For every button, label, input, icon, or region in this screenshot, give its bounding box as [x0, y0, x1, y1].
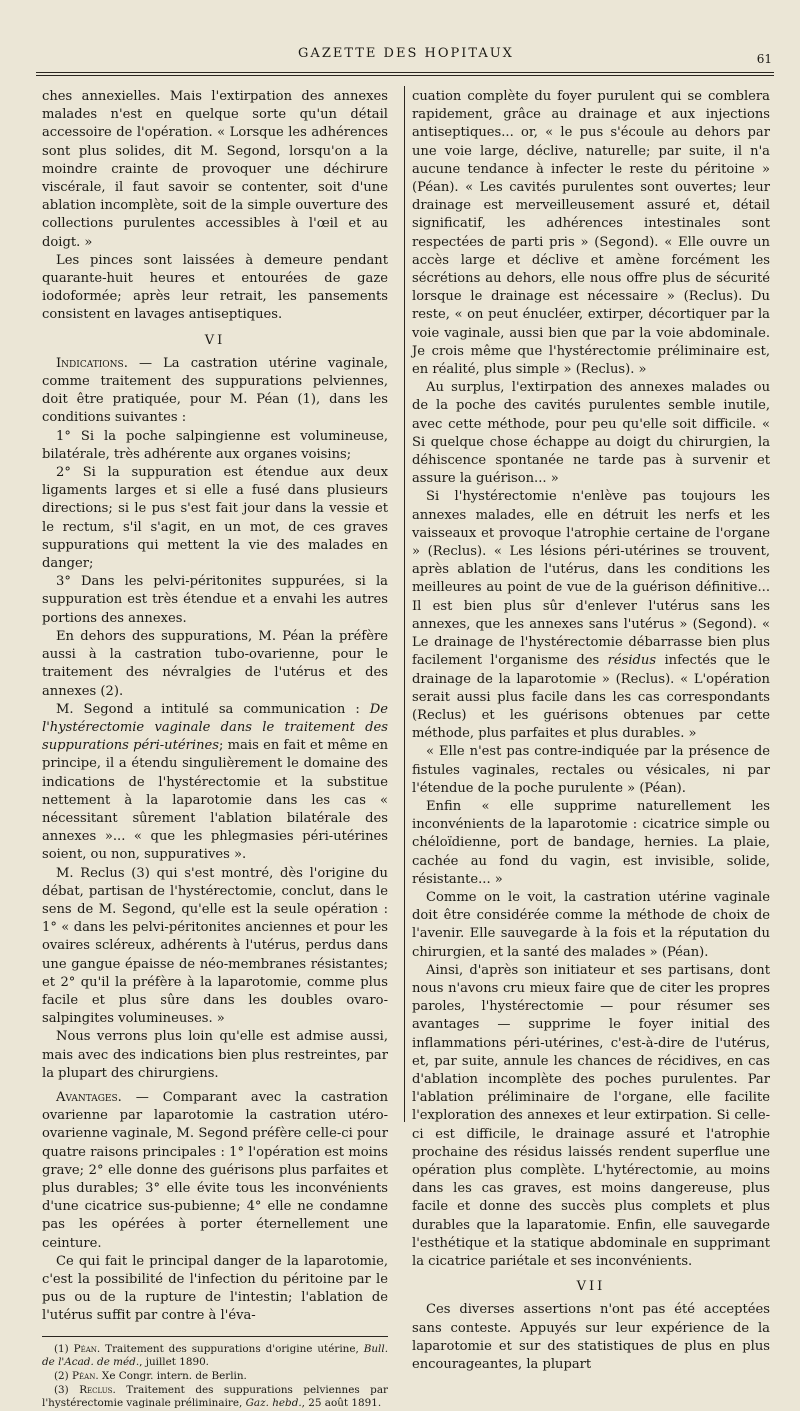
paragraph: Comme on le voit, la castration utérine vaginale doit être considérée comme la méthode de choix de l'avenir. Elle sauvegarde à la fois et la réputation du chirurgien, et la santé des malades » (Péan).	[412, 889, 770, 960]
section-heading: VI	[204, 332, 226, 348]
header-rule	[36, 72, 774, 73]
list-item: 3° Dans les pelvi-péritonites suppurées, si la suppuration est très étendue et a envahi les autres portions des annexes.	[42, 574, 388, 626]
paragraph: Ces diverses assertions n'ont pas été acceptées sans conteste. Appuyés sur leur expérience de la laparotomie et sur des statistiques de plus en plus encourageantes, la plupart	[412, 1302, 770, 1373]
footnote-number: (2)	[54, 1369, 73, 1382]
paragraph: ches annexielles. Mais l'extirpation des annexes malades n'est en quelque sorte qu'un détail accessoire de l'opération. « Lorsque les adhérences sont plus solides, dit M. Segond, lorsqu'on a la moindre crainte de provoquer une déchirure viscérale, il faut savoir se contenter, soit d'une ablation incomplète, soit de la simple ouverture des collections purulentes accessibles à l'œil et au doigt. »	[42, 89, 388, 250]
footnote	[42, 1384, 388, 1410]
run-in-heading: Avantages.	[56, 1089, 122, 1105]
paragraph-text: infectés que le drainage de la laparotomie » (Reclus). « L'opération serait aussi plus facile dans les cas correspondants (Reclus) et les guérisons obtenues par cette méthode, plus parfaites et plus durables. »	[412, 653, 770, 742]
footnote-author: Péan.	[73, 1342, 101, 1355]
page-masthead: GAZETTE DES HOPITAUX	[298, 46, 514, 61]
footnote-text: , juillet 1890.	[139, 1355, 209, 1368]
footnote-number: (1)	[54, 1342, 74, 1355]
page-number: 61	[756, 52, 772, 66]
footnote-source: Gaz. hebd.	[245, 1396, 302, 1409]
paragraph: Nous verrons plus loin qu'elle est admise aussi, mais avec des indications bien plus restreintes, par la plupart des chirurgiens.	[42, 1029, 388, 1081]
footnote	[42, 1370, 388, 1383]
footnote-text: Traitement des suppurations pelviennes par l'hystérectomie vaginale préliminaire,	[42, 1383, 388, 1409]
paragraph: Ainsi, d'après son initiateur et ses partisans, dont nous n'avons cru mieux faire que de citer les propres paroles, l'hystérectomie — pour résumer ses avantages — supprime le foyer initial des inflammations péri-utérines, c'est-à-dire de l'utérus, et, par suite, annule les chances de récidives, en cas d'ablation incomplète des poches purulentes. Par l'ablation préliminaire de l'organe, elle facilite l'exploration des annexes et leur extirpation. Si celle-ci est difficile, le drainage assuré et l'atrophie prochaine des résidus laissés rendent superflue une opération plus complète. L'hytérectomie, au moins dans les cas graves, est moins dangereuse, plus facile et donne des succès plus complets et plus durables que la laparatomie. Enfin, elle sauvegarde l'esthétique et la statique abdominale en supprimant la cicatrice pariétale et ses inconvénients.	[412, 962, 770, 1269]
italic-title: De l'hystérectomie vaginale dans le traitement des suppurations péri-utérines	[42, 701, 388, 754]
run-in-heading: Indications.	[56, 355, 128, 371]
footnote-text: Xe Congr. intern. de Berlin.	[98, 1369, 247, 1382]
paragraph-text: Si l'hystérectomie n'enlève pas toujours les annexes malades, elle en détruit les nerfs et les vaisseaux et provoque l'atrophie certaine de l'organe » (Reclus). « Les lésions péri-utérines se trouvent, après ablation de l'utérus, dans les conditions les meilleures au point de vue de la guérison définitive... Il est bien plus sûr d'enlever l'utérus sans les annexes, que les annexes sans l'utérus » (Segond). « Le drainage de l'hystérectomie débarrasse bien plus facilement l'organisme des	[412, 489, 770, 669]
footnote-author: Reclus.	[79, 1383, 116, 1396]
paragraph	[412, 488, 770, 743]
paragraph: cuation complète du foyer purulent qui se comblera rapidement, grâce au drainage et aux injections antiseptiques... or, « le pus s'écoule au dehors par une voie large, déclive, naturelle; par suite, il n'a aucune tendance à infecter le reste du péritoine » (Péan). « Les cavités purulentes sont ouvertes; leur drainage est merveilleusement assuré et, détail significatif, les adhérences intestinales sont respectées de parti pris » (Segond). « Elle ouvre un accès large et déclive et amène forcément les sécrétions au dehors, elle nous offre plus de sécurité lorsque le drainage est nécessaire » (Reclus). Du reste, « on peut énucléer, extirper, décortiquer par la voie vaginale, aussi bien que par la voie abdominale. Je crois même que l'hystérectomie préliminaire est, en réalité, plus simple » (Reclus). »	[412, 89, 770, 378]
list-item: 1° Si la poche salpingienne est volumineuse, bilatérale, très adhérente aux organes voisins;	[42, 428, 388, 462]
footnote-source: Bull. de l'Acad. de méd.	[42, 1342, 388, 1368]
footnote-text: , 25 août 1891.	[301, 1396, 382, 1409]
paragraph	[42, 701, 388, 865]
paragraph-text: — La castration utérine vaginale, comme traitement des suppurations pelviennes, doit être pratiquée, pour M. Péan (1), dans les conditions suivantes :	[42, 355, 388, 426]
paragraph-text: — Comparant avec la castration ovarienne par laparotomie la castration utéro-ovarienne vaginale, M. Segond préfère celle-ci pour quatre raisons principales : 1° l'opération est moins grave; 2° elle donne des guérisons plus parfaites et plus durables; 3° elle évite tous les inconvénients d'une cicatrice sus-pubienne; 4° elle ne condamne pas les opérées à porter éternellement une ceinture.	[42, 1089, 388, 1251]
section-heading: VII	[576, 1279, 606, 1295]
paragraph: « Elle n'est pas contre-indiquée par la présence de fistules vaginales, rectales ou vésicales, ni par l'étendue de la poche purulente » (Péan).	[412, 744, 770, 796]
paragraph: Les pinces sont laissées à demeure pendant quarante-huit heures et entourées de gaze iodoformée; après leur retrait, les pansements consistent en lavages antiseptiques.	[42, 252, 388, 323]
paragraph	[42, 1089, 388, 1253]
footnote-number: (3)	[54, 1383, 80, 1396]
footnotes	[42, 1343, 388, 1410]
paragraph-text: ; mais en fait et même en principe, il a étendu singulièrement le domaine des indications de l'hystérectomie et la substitue nettement à la laparotomie dans les cas « nécessitant sûrement l'ablation bilatérale des annexes »... « que les phlegmasies péri-utérines soient, ou non, suppuratives ».	[42, 738, 389, 863]
right-column	[412, 88, 770, 1374]
footnote-author: Péan.	[72, 1369, 99, 1382]
header-rule	[36, 75, 774, 76]
paragraph	[42, 355, 388, 428]
footnote-text: Traitement des suppurations d'origine utérine,	[100, 1342, 364, 1355]
paragraph: Au surplus, l'extirpation des annexes malades ou de la poche des cavités purulentes semble inutile, avec cette méthode, pour peu qu'elle soit difficile. « Si quelque chose échappe au doigt du chirurgien, la déhiscence spontanée ne tarde pas à survenir et assure la guérison... »	[412, 380, 770, 487]
column-divider	[404, 86, 405, 1122]
paragraph: En dehors des suppurations, M. Péan la préfère aussi à la castration tubo-ovarienne, pour le traitement des névralgies de l'utérus et des annexes (2).	[42, 628, 388, 699]
paragraph: Enfin « elle supprime naturellement les inconvénients de la laparotomie : cicatrice simple ou chéloïdienne, port de bandage, hernies. La plaie, cachée au fond du vagin, est invisible, solide, résistante... »	[412, 798, 770, 887]
paragraph: Ce qui fait le principal danger de la laparotomie, c'est la possibilité de l'infection du péritoine par le pus ou de la rupture de l'intestin; l'ablation de l'utérus suffit par contre à l'éva-	[42, 1253, 388, 1324]
italic-word: résidus	[607, 653, 657, 669]
list-item: 2° Si la suppuration est étendue aux deux ligaments larges et si elle a fusé dans plusieurs directions; si le pus s'est fait jour dans la vessie et le rectum, s'il s'agit, en un mot, de ces graves suppurations qui mettent la vie des malades en danger;	[42, 465, 388, 572]
paragraph-text: M. Segond a intitulé sa communication :	[56, 701, 370, 717]
left-column	[42, 88, 388, 1411]
footnote-rule	[42, 1336, 388, 1337]
footnote	[42, 1343, 388, 1369]
paragraph: M. Reclus (3) qui s'est montré, dès l'origine du débat, partisan de l'hystérectomie, conclut, dans le sens de M. Segond, qu'elle est la seule opération : 1° « dans les pelvi-péritonites anciennes et pour les ovaires scléreux, adhérents à l'utérus, perdus dans une gangue épaisse de néo-membranes résistantes; et 2° qu'il la préfère à la laparotomie, comme plus facile et plus sûre dans les doubles ovaro-salpingites volumineuses. »	[42, 865, 388, 1027]
